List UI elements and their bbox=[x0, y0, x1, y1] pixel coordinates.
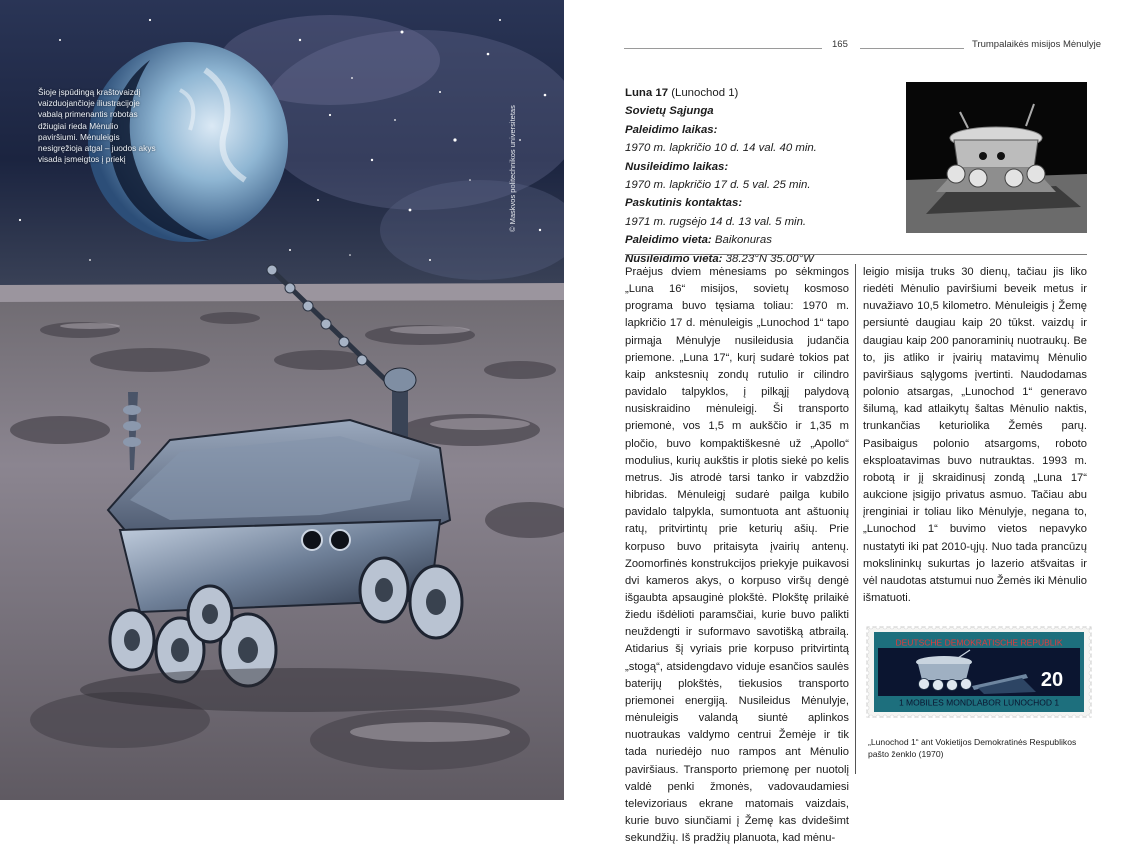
body-column-2: leigio misija truks 30 dienų, tačiau jis liko riedėti Mėnulio paviršiumi beveik metus ir nuvažiavo 10,5 kilometro. Mėnuleigis į Žemę persiuntė daugiau kaip 20 tūkst. vaizdų ir daugiau kaip 200 panoraminių nuotraukų. Be to, jis atliko ir įvairių matavimų Mėnulio paviršiaus sąlygoms įvertinti. Naudodamas polonio atsargas, „Lunochod 1“ generavo šilumą, kad atlaikytų šaltas Mėnulio naktis, trunkančias keturiolika Žemės parų. Pasibaigus polonio atsargoms, roboto eksploatavimas buvo nutrauktas. 1993 m. robotą ir jį skraidinusį zondą „Luna 17“ aukcione įsigijo privatus asmuo. Tačiau abu įrenginiai ir toliau liko Mėnulyje, negana to, „Lunochod 1“ buvimo vietos nepavyko nustatyti iki pat 2010-ųjų. Nuo tada prancūzų mokslininkų sukurtas jo lazerio atšvaitas ir vėl naudotas atstumui nuo Žemės iki Mėnulio išmatuoti. bbox=[863, 266, 1087, 604]
landing-site-value: 38.23°N 35.00°W bbox=[722, 252, 814, 265]
launch-site-label: Paleidimo vieta: bbox=[625, 234, 712, 247]
stamp-country-text: DEUTSCHE DEMOKRATISCHE REPUBLIK bbox=[895, 637, 1063, 648]
mission-name-suffix: (Lunochod 1) bbox=[668, 87, 739, 99]
stamp-image bbox=[866, 626, 1092, 718]
mission-info bbox=[625, 84, 905, 268]
landing-site-label: Nusileidimo vieta: bbox=[625, 252, 723, 265]
landing-label: Nusileidimo laikas: bbox=[625, 160, 729, 173]
ddr-stamp bbox=[866, 626, 1092, 718]
launch-value: 1970 m. lapkričio 10 d. 14 val. 40 min. bbox=[625, 142, 817, 155]
stamp-value: 20 bbox=[1040, 669, 1064, 691]
stamp-bottom-text: 1 MOBILES MONDLABOR LUNOCHOD 1 bbox=[898, 697, 1060, 708]
text-page bbox=[564, 0, 1128, 845]
illustration-credit: © Maskvos politechnikos universitetas bbox=[508, 105, 517, 232]
launch-label: Paleidimo laikas: bbox=[625, 123, 718, 136]
landing-value: 1970 m. lapkričio 17 d. 5 val. 25 min. bbox=[625, 179, 811, 192]
lunochod-model-image bbox=[906, 82, 1087, 233]
running-title: Trumpalaikės misijos Mėnulyje bbox=[972, 39, 1101, 50]
mission-name-line bbox=[625, 84, 905, 102]
lunar-illustration bbox=[0, 0, 564, 800]
last-contact-label: Paskutinis kontaktas: bbox=[625, 197, 743, 210]
launch-site-value: Baikonuras bbox=[711, 234, 772, 247]
illustration-caption: Šioje įspūdingą kraštovaizdį vaizduojančioje iliustracijoje vabalą primenantis robotas džiugiai rieda Mėnulio paviršiumi. Mėnuleigis nesigręžioja atgal – juodos akys visada įsmeigtos į priekį bbox=[38, 87, 156, 165]
mission-name: Luna 17 bbox=[625, 87, 669, 99]
lunochod-photo bbox=[906, 82, 1087, 233]
section-divider bbox=[625, 254, 1087, 255]
column-rule bbox=[855, 264, 856, 774]
page-number: 165 bbox=[832, 39, 848, 50]
body-column-1: Praėjus dviem mėnesiams po sėkmingos „Luna 16“ misijos, sovietų kosmoso programa buvo tęsiama toliau: 1970 m. lapkričio 17 d. mėnuleigis „Lunochod 1“ tapo pirmąja Mėnulyje nusileidusia judančia priemone. „Luna 17“, kurį sudarė tokios pat kaip ankstesnių zondų rutulio ir cilindro pavidalo talpyklos, į pilkąjį palydovą nusiskraidino mėnuleigį. Ši transporto priemonė, vos 1,5 m aukščio ir 1,35 m pločio, buvo kompaktiškesnė už „Apollo“ modulius, kurių aukštis ir plotis siekė po kelis metrus. Jis atrodė tarsi tanko ir vabzdžio hibridas. Mėnuleigį sudarė pailga kubilo pavidalo talpykla, sumontuota ant aštuonių ratų, pritvirtintų prie keturių ašių. Prie korpuso buvo pritaisyta įvairių antenų. Zoomorfinės konstrukcijos priekyje puikavosi dvi kameros akys, o korpuso viršų dengė išgaubta apsauginė plokštė. Plokštę prilaikė žiedu išdėlioti paramsčiai, kurie buvo palikti neuždengti ir suformavo savotišką atbrailą. Atidarius šį vyriais prie korpuso pritvirtintą „stogą“, atsidengdavo viduje esančios saulės baterijų plokštės, tiekusios transporto priemonei energiją. Nusileidus Mėnulyje, mėnuleigis valandą siuntė aplinkos nuotraukas valdymo centrui Žemėje ir tik tada nuriedėjo nuo rampos ant Mėnulio paviršiaus. Transporto priemonę per nuotolį valdė penki žmonės, vadovaudamiesi televizoriaus ekrane matomais vaizdais, kurie buvo siunčiami į Žemę kas dvidešimt sekundžių. Iš pradžių planuota, kad mėnu- bbox=[625, 266, 849, 845]
last-contact-value: 1971 m. rugsėjo 14 d. 13 val. 5 min. bbox=[625, 215, 807, 228]
header-rule-left bbox=[624, 48, 822, 49]
mission-country: Sovietų Sąjunga bbox=[625, 105, 714, 118]
stamp-caption: „Lunochod 1“ ant Vokietijos Demokratinės Respublikos pašto ženklo (1970) bbox=[868, 737, 1077, 759]
header-rule-right bbox=[860, 48, 964, 49]
launch-site-line bbox=[625, 231, 905, 249]
